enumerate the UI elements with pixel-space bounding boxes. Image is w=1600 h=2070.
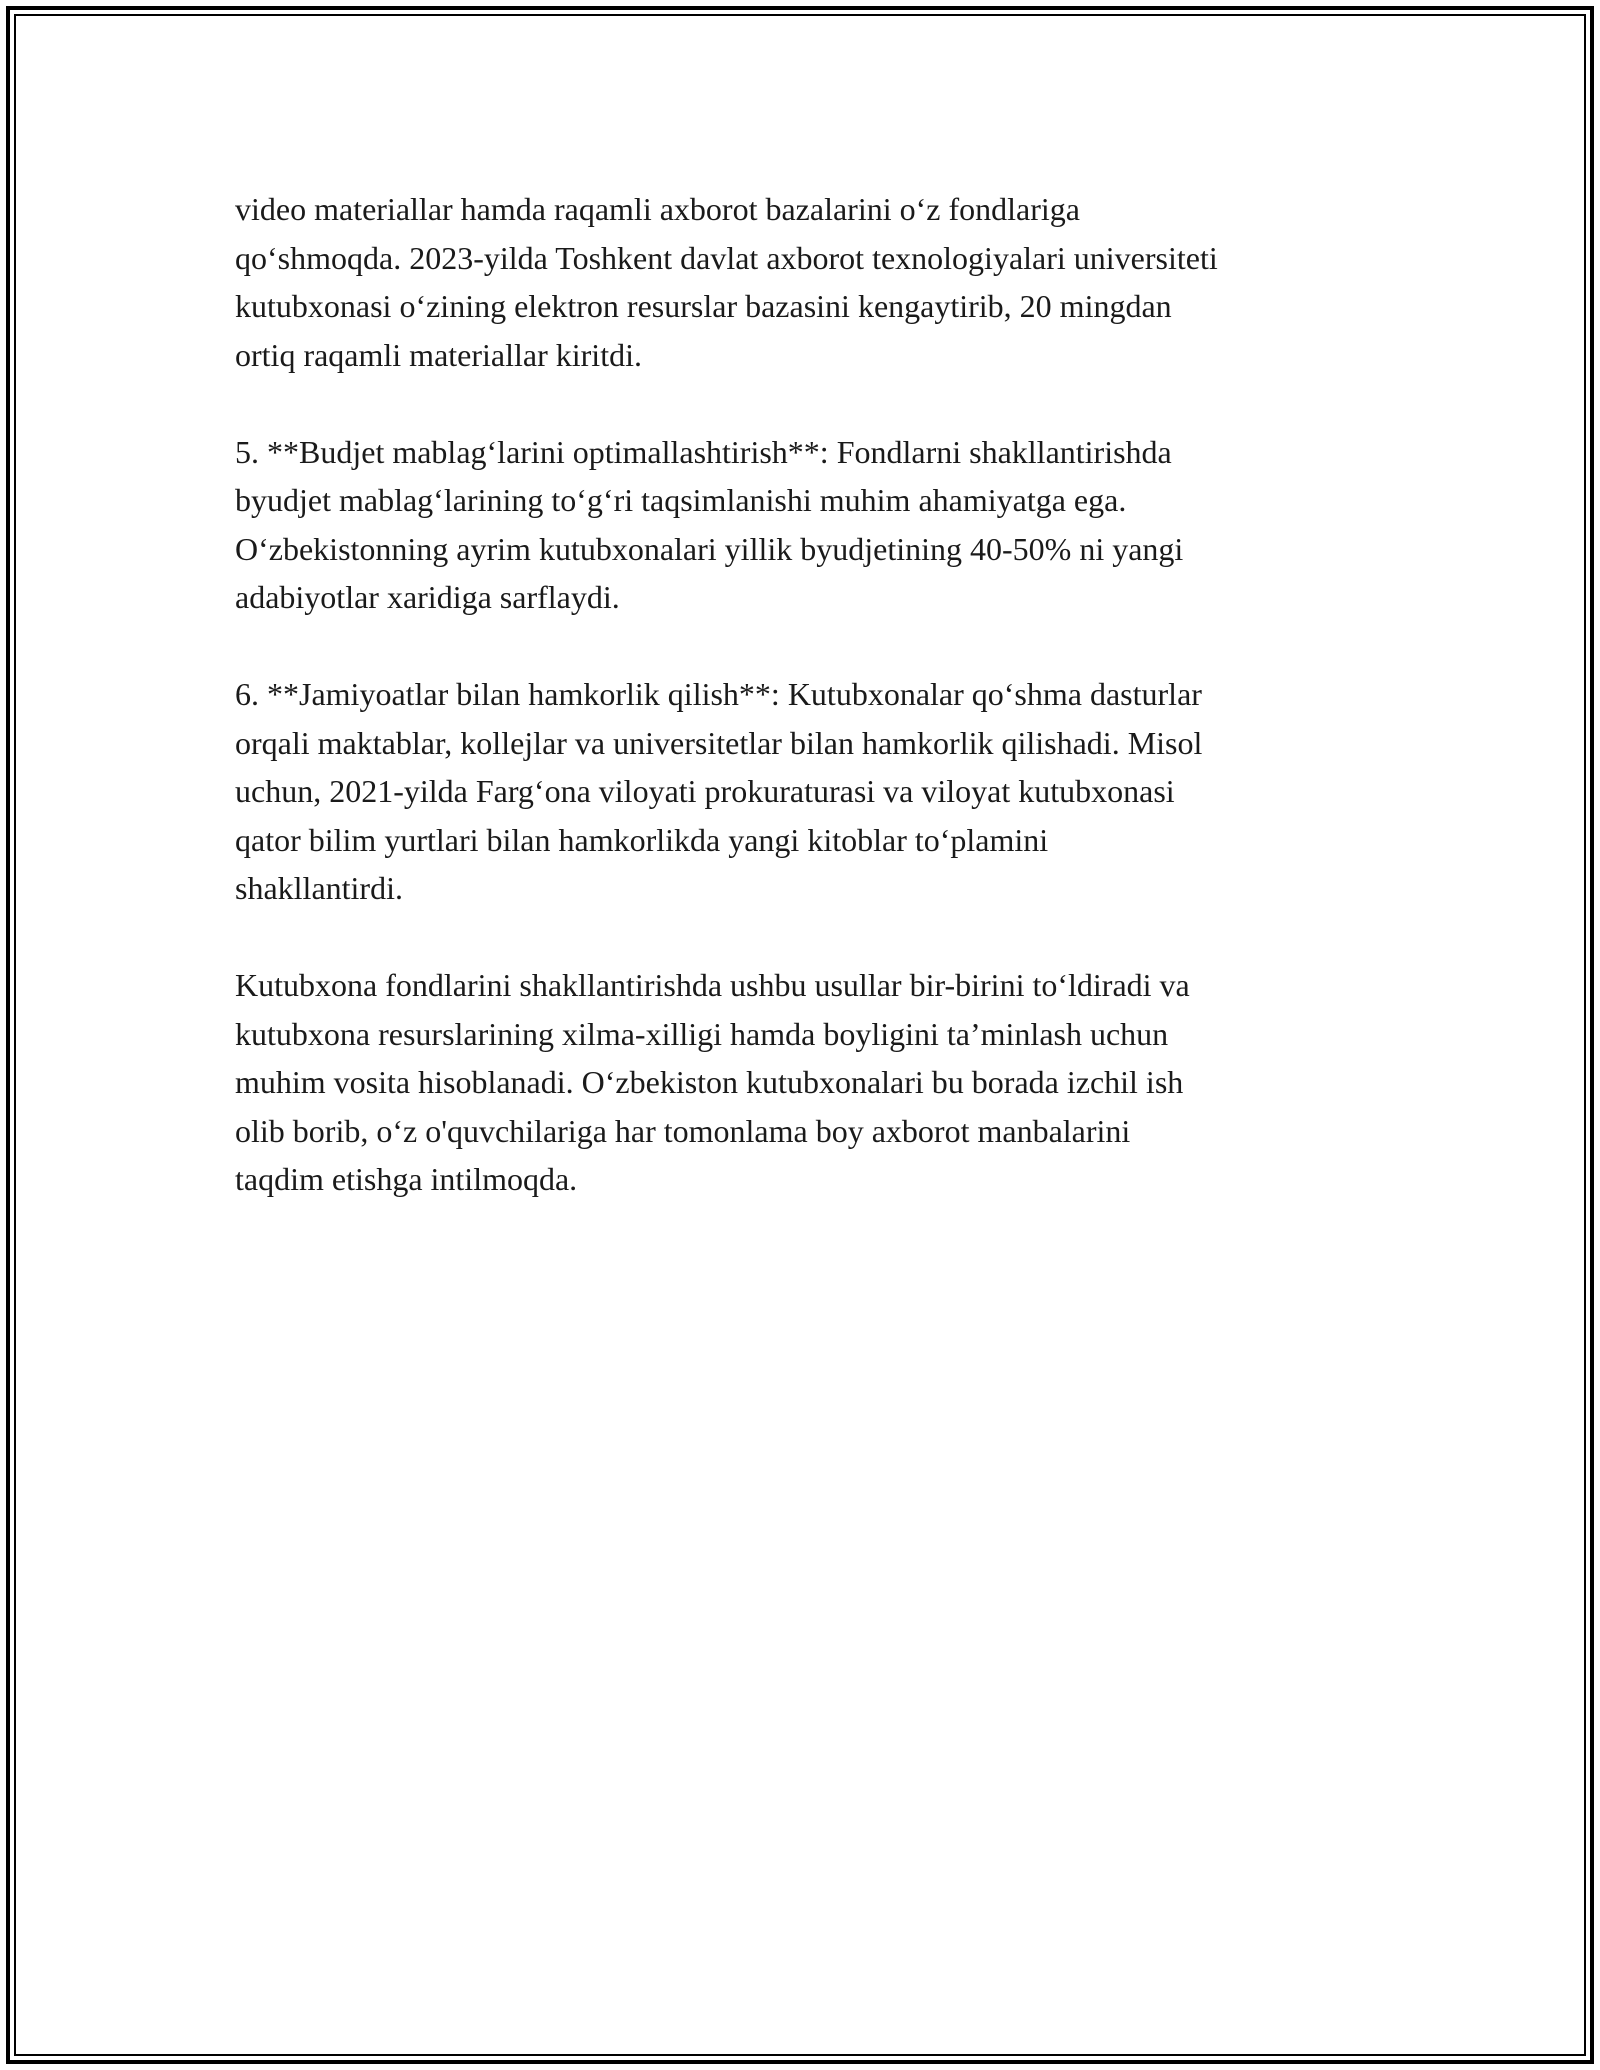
document-body — [235, 185, 1395, 1252]
text-line: kutubxona resurslarining xilma-xilligi hamda boyligini ta’minlash uchun — [235, 1015, 1169, 1052]
paragraph-conclusion — [235, 961, 1395, 1204]
text-line: kutubxonasi o‘zining elektron resurslar bazasini kengaytirib, 20 mingdan — [235, 288, 1172, 324]
text-line: orqali maktablar, kollejlar va universitetlar bilan hamkorlik qilishadi. Misol — [235, 724, 1203, 761]
text-line: taqdim etishga intilmoqda. — [235, 1161, 578, 1197]
text-line: uchun, 2021-yilda Farg‘ona viloyati prokuraturasi va viloyat kutubxonasi — [235, 773, 1175, 809]
text-line: byudjet mablag‘larining to‘g‘ri taqsimlanishi muhim ahamiyatga ega. — [235, 482, 1127, 518]
paragraph-community-cooperation — [235, 670, 1395, 913]
text-line: Kutubxona fondlarini shakllantirishda ushbu usullar bir-birini to‘ldiradi va — [235, 967, 1190, 1003]
text-line: O‘zbekistonning ayrim kutubxonalari yillik byudjetining 40-50% ni yangi — [235, 530, 1184, 567]
text-line: 5. **Budjet mablag‘larini optimallashtirish**: Fondlarni shakllantirishda — [235, 433, 1172, 470]
text-line: qo‘shmoqda. 2023-yilda Toshkent davlat axborot texnologiyalari universiteti — [235, 239, 1218, 276]
text-line: olib borib, o‘z o'quvchilariga har tomonlama boy axborot manbalarini — [235, 1112, 1131, 1149]
text-line: muhim vosita hisoblanadi. O‘zbekiston kutubxonalari bu borada izchil ish — [235, 1064, 1184, 1100]
text-line: qator bilim yurtlari bilan hamkorlikda yangi kitoblar to‘plamini — [235, 821, 1049, 858]
text-line: ortiq raqamli materiallar kiritdi. — [235, 336, 642, 373]
paragraph-budget-optimization — [235, 428, 1395, 622]
text-line: video materiallar hamda raqamli axborot bazalarini o‘z fondlariga — [235, 191, 1080, 227]
paragraph-digital-resources — [235, 185, 1395, 379]
text-line: 6. **Jamiyoatlar bilan hamkorlik qilish**: Kutubxonalar qo‘shma dasturlar — [235, 676, 1202, 712]
text-line: adabiyotlar xaridiga sarflaydi. — [235, 579, 620, 615]
text-line: shakllantirdi. — [235, 870, 403, 906]
